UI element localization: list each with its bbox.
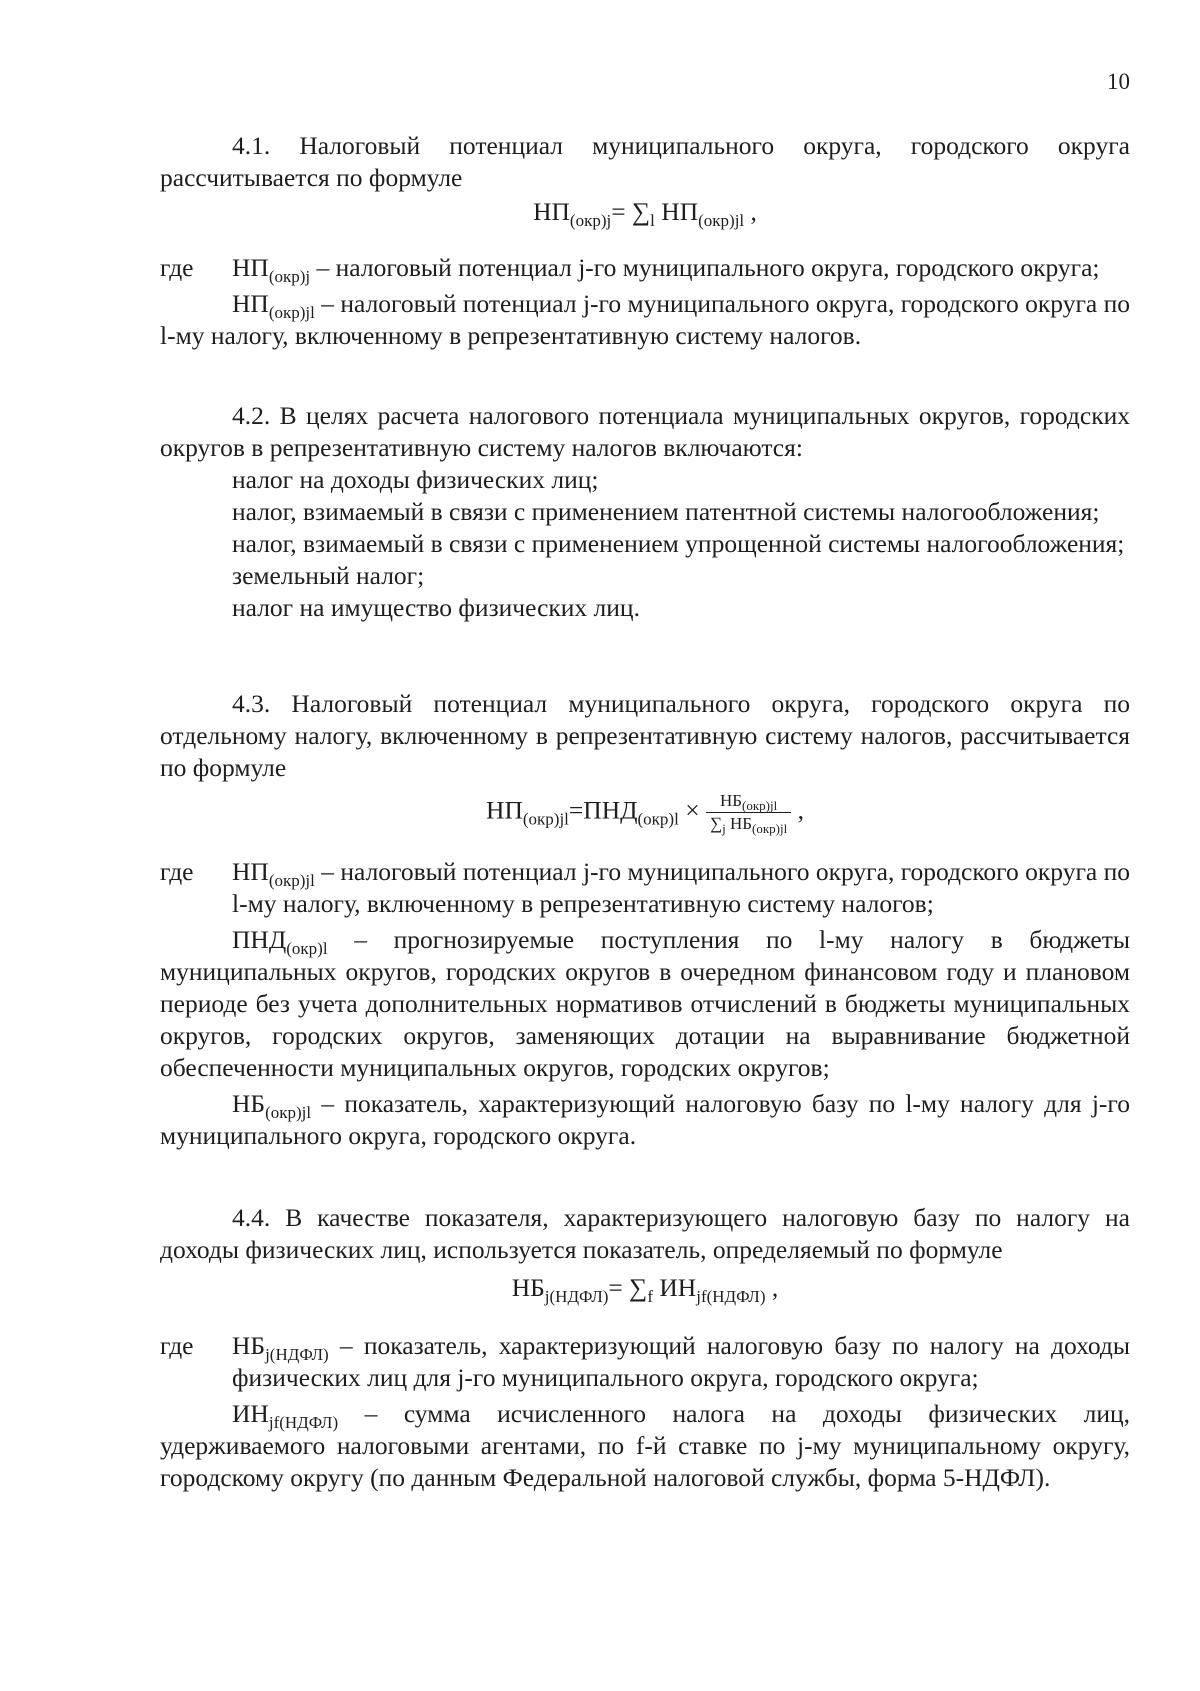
tax-list-item: налог на доходы физических лиц; bbox=[232, 465, 599, 494]
page-number: 10 bbox=[1107, 69, 1130, 94]
formula-np-okr-j bbox=[160, 196, 1130, 228]
definition-symbol: НБ bbox=[232, 1331, 266, 1360]
definition-nb-ndfl bbox=[160, 1330, 1130, 1394]
paragraph-4-2: 4.2. В целях расчета налогового потенциала муниципальных округов, городских округов в репрезентативную систему налогов включаются: bbox=[160, 401, 1130, 462]
definition-symbol: НП bbox=[232, 289, 269, 318]
definition-text: – налоговый потенциал j-го муниципального округа, городского округа; bbox=[310, 253, 1100, 282]
formula-subscript: (окр)j bbox=[569, 211, 612, 230]
formula-sum-sign: = ∑ bbox=[611, 197, 651, 226]
formula-term: ИН bbox=[653, 1273, 697, 1302]
tax-list-item: налог, взимаемый в связи с применением патентной системы налогообложения; bbox=[232, 497, 1100, 526]
formula-term: НП bbox=[486, 795, 523, 825]
definition-symbol: НБ bbox=[232, 1089, 266, 1118]
formula-term: НП bbox=[533, 197, 570, 226]
definition-symbol: ПНД bbox=[232, 925, 287, 954]
definition-subscript: jf(НДФЛ) bbox=[268, 1413, 339, 1432]
formula-subscript: j bbox=[722, 821, 726, 836]
formula-np-okr-jl bbox=[160, 790, 1130, 835]
definition-symbol: ИН bbox=[232, 1399, 269, 1428]
where-label: где bbox=[160, 1331, 194, 1360]
formula-sum-sign: = ∑ bbox=[608, 1273, 648, 1302]
formula-subscript: (окр)jl bbox=[752, 821, 788, 836]
formula-term: НБ bbox=[725, 814, 753, 833]
formula-subscript: jf(НДФЛ) bbox=[696, 1287, 766, 1306]
section-4-3-definitions bbox=[160, 856, 1130, 1152]
tax-list-item: земельный налог; bbox=[232, 561, 425, 590]
formula-times-sign: × bbox=[678, 795, 706, 825]
formula-nb-ndfl bbox=[160, 1272, 1130, 1304]
definition-text: – налоговый потенциал j-го муниципального округа, городского округа по l-му налогу, включенному в репрезентативную систему налогов; bbox=[232, 857, 1130, 918]
definition-nb-okr-jl bbox=[160, 1088, 1130, 1152]
fraction-numerator bbox=[706, 790, 791, 813]
formula-subscript: (окр)jl bbox=[698, 211, 745, 230]
paragraph-4-4: 4.4. В качестве показателя, характеризующего налоговую базу по налогу на доходы физических лиц, используется показатель, определяемый по формуле bbox=[160, 1203, 1130, 1264]
section-4-1-intro bbox=[160, 130, 1130, 194]
definition-text: – показатель, характеризующий налоговую базу по налогу на доходы физических лиц для j-го муниципального округа, городского округа; bbox=[232, 1331, 1130, 1392]
definition-text: – прогнозируемые поступления по l-му налогу в бюджеты муниципальных округов, городских округов в очередном финансовом году и плановом периоде без учета дополнительных нормативов отчислений в бюджеты муниципальных округов, городских округов, заменяющих дотации на выравнивание бюджетной обеспеченности муниципальных округов, городских округов; bbox=[160, 925, 1130, 1082]
definition-in-ndfl bbox=[160, 1398, 1130, 1494]
section-4-2 bbox=[160, 400, 1130, 624]
formula-fraction bbox=[706, 790, 791, 835]
definition-subscript: (окр)jl bbox=[265, 1103, 312, 1122]
definition-subscript: (окр)jl bbox=[268, 303, 315, 322]
definition-body bbox=[232, 856, 1130, 920]
formula-term: =ПНД bbox=[568, 795, 638, 825]
formula-subscript: (окр)jl bbox=[522, 809, 569, 829]
definition-subscript: j(НДФЛ) bbox=[265, 1345, 329, 1364]
definition-body bbox=[232, 252, 1130, 284]
paragraph-4-3: 4.3. Налоговый потенциал муниципального округа, городского округа по отдельному налогу, включенному в репрезентативную систему налогов, рассчитывается по формуле bbox=[160, 689, 1130, 782]
fraction-denominator bbox=[706, 813, 791, 835]
definition-symbol: НП bbox=[232, 857, 269, 886]
formula-subscript: f bbox=[647, 1287, 654, 1306]
definition-np-okr-jl bbox=[160, 288, 1130, 352]
section-4-3-intro bbox=[160, 688, 1130, 784]
formula-comma: , bbox=[791, 795, 804, 825]
section-4-4-definitions bbox=[160, 1330, 1130, 1494]
formula-subscript: l bbox=[650, 211, 655, 230]
definition-subscript: (окр)jl bbox=[268, 871, 315, 890]
tax-list-item: налог на имущество физических лиц. bbox=[232, 593, 640, 622]
definition-np-okr-jl-2 bbox=[160, 856, 1130, 920]
definition-pnd-okr-l bbox=[160, 924, 1130, 1084]
definition-np-okr-j bbox=[160, 252, 1130, 284]
definition-text: – показатель, характеризующий налоговую базу по l-му налогу для j-го муниципального округа, городского округа. bbox=[160, 1089, 1130, 1150]
formula-comma: , bbox=[744, 197, 757, 226]
section-4-1-definitions bbox=[160, 252, 1130, 352]
definition-symbol: НП bbox=[232, 253, 269, 282]
formula-term: НБ bbox=[511, 1273, 545, 1302]
definition-body bbox=[232, 1330, 1130, 1394]
formula-comma: , bbox=[765, 1273, 779, 1302]
formula-term: НП bbox=[654, 197, 699, 226]
paragraph-4-1: 4.1. Налоговый потенциал муниципального округа, городского округа рассчитывается по формуле bbox=[160, 131, 1130, 192]
section-4-4-intro bbox=[160, 1202, 1130, 1266]
where-label: где bbox=[160, 253, 194, 282]
formula-subscript: j(НДФЛ) bbox=[544, 1287, 609, 1306]
formula-subscript: (окр)jl bbox=[742, 798, 778, 813]
formula-term: НБ bbox=[719, 791, 743, 810]
definition-text: – сумма исчисленного налога на доходы физических лиц, удерживаемого налоговыми агентами, по f-й ставке по j-му муниципальному округу, городскому округу (по данным Федеральной налоговой службы, форма 5-НДФЛ). bbox=[160, 1399, 1130, 1492]
where-label: где bbox=[160, 857, 194, 886]
formula-sum-sign: ∑ bbox=[709, 814, 723, 833]
definition-text: – налоговый потенциал j-го муниципального округа, городского округа по l-му налогу, включенному в репрезентативную систему налогов. bbox=[160, 289, 1130, 350]
definition-subscript: (окр)l bbox=[286, 939, 328, 958]
tax-list-item: налог, взимаемый в связи с применением упрощенной системы налогообложения; bbox=[232, 529, 1125, 558]
formula-subscript: (окр)l bbox=[637, 809, 679, 829]
definition-subscript: (окр)j bbox=[268, 267, 311, 286]
